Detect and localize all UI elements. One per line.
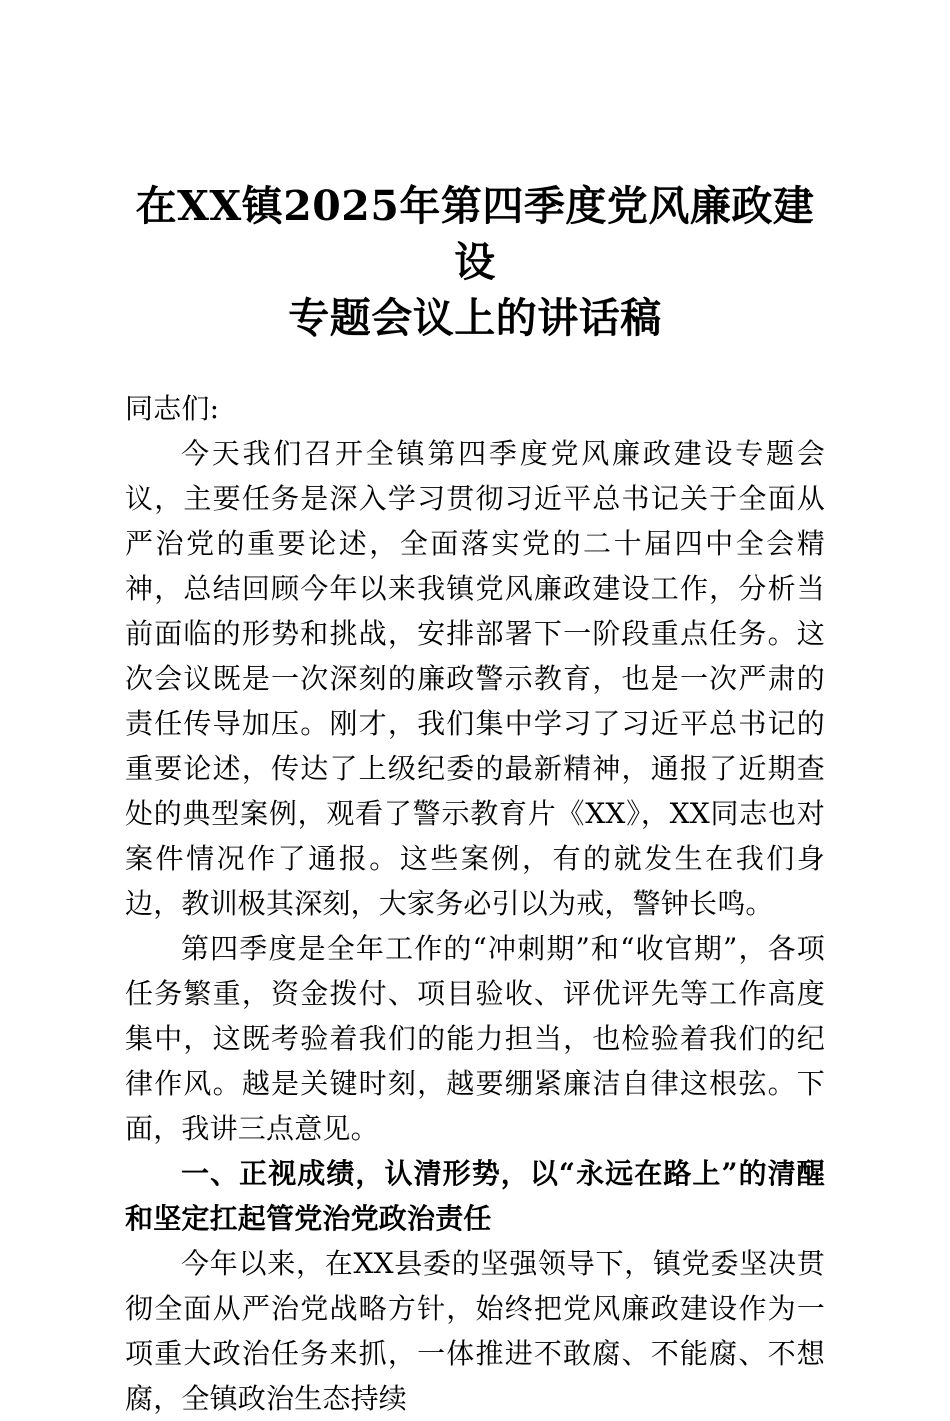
quarter-paragraph: 第四季度是全年工作的“冲刺期”和“收官期”，各项任务繁重，资金拨付、项目验收、评优评先等工作高度集中，这既考验着我们的能力担当，也检验着我们的纪律作风。越是关键时刻，越要绷紧廉洁自律这根弦。下面，我讲三点意见。	[125, 932, 825, 1145]
salutation: 同志们:	[125, 392, 220, 425]
page-title-line-1: 在XX镇2025年第四季度党风廉政建设	[135, 182, 815, 286]
section-one-heading: 一、正视成绩，认清形势，以“永远在路上”的清醒和坚定扛起管党治党政治责任	[125, 1157, 825, 1235]
intro-paragraph: 今天我们召开全镇第四季度党风廉政建设专题会议，主要任务是深入学习贯彻习近平总书记关于全面从严治党的重要论述，全面落实党的二十届四中全会精神，总结回顾今年以来我镇党风廉政建设工作，分析当前面临的形势和挑战，安排部署下一阶段重点任务。这次会议既是一次深刻的廉政警示教育，也是一次严肃的责任传导加压。刚才，我们集中学习了习近平总书记的重要论述，传达了上级纪委的最新精神，通报了近期查处的典型案例，观看了警示教育片《XX》，XX同志也对案件情况作了通报。这些案例，有的就发生在我们身边，教训极其深刻，大家务必引以为戒，警钟长鸣。	[125, 437, 825, 920]
section-one-body: 今年以来，在XX县委的坚强领导下，镇党委坚决贯彻全面从严治党战略方针，始终把党风廉政建设作为一项重大政治任务来抓，一体推进不敢腐、不能腐、不想腐，全镇政治生态持续	[125, 1247, 825, 1415]
page-title	[125, 178, 825, 346]
page-title-line-2: 专题会议上的讲话稿	[288, 294, 662, 342]
